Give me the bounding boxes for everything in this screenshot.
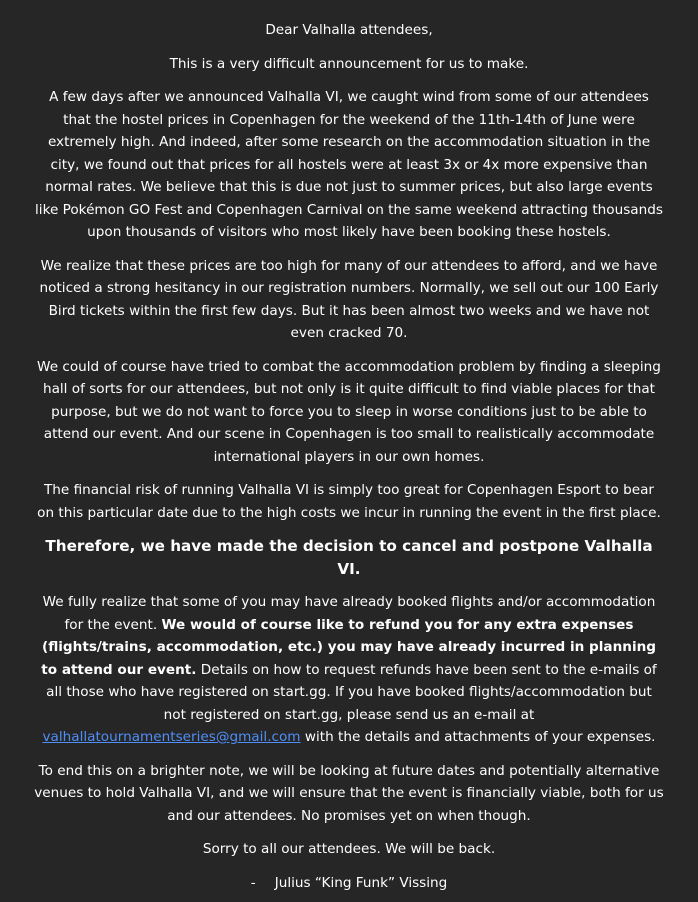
email-link[interactable]: valhallatournamentseries@gmail.com — [42, 729, 301, 745]
financial-risk-paragraph: The financial risk of running Valhalla VI is simply too great for Copenhagen Esport to bear on this particular date due to the high costs we incur in running the event in the first place. — [37, 482, 661, 521]
salutation: Dear Valhalla attendees, — [265, 22, 433, 38]
refund-paragraph — [34, 591, 664, 749]
refund-tail-text: with the details and attachments of your expenses. — [300, 729, 656, 745]
closing-line: Sorry to all our attendees. We will be back. — [202, 841, 496, 857]
intro-paragraph: This is a very difficult announcement for us to make. — [169, 55, 529, 72]
refund-details-text: Details on how to request refunds have been sent to the e-mails of all those who have registered on start.gg. If you have booked flights/accommodation but not registered on start.gg, please send us an e-mail at — [46, 661, 657, 723]
signature-name: Julius “King Funk” Vissing — [274, 874, 448, 891]
decision-heading: Therefore, we have made the decision to cancel and postpone Valhalla VI. — [45, 537, 653, 578]
registration-paragraph: We realize that these prices are too high for many of our attendees to afford, and we have noticed a strong hesitancy in our registration numbers. Normally, we sell out our 100 Early Bird tickets within the first few days. But it has been almost two weeks and we have not even cracked 70. — [39, 257, 659, 341]
signature-line — [34, 872, 664, 895]
signature-dash: - — [250, 874, 256, 891]
future-paragraph: To end this on a brighter note, we will be looking at future dates and potentially alternative venues to hold Valhalla VI, and we will ensure that the event is financially viable, both for us and our attendees. No promises yet on when though. — [34, 762, 664, 824]
sleeping-hall-paragraph: We could of course have tried to combat the accommodation problem by finding a sleeping hall of sorts for our attendees, but not only is it quite difficult to find viable places for that purpose, but we do not want to force you to sleep in worse conditions just to be able to attend our event. And our scene in Copenhagen is too small to realistically accommodate international players in our own homes. — [37, 358, 661, 465]
refund-bold-text: We would of course like to refund you for any extra expenses (flights/trains, accommodation, etc.) you may have already incurred in planning to attend our event. — [41, 616, 657, 678]
prices-paragraph: A few days after we announced Valhalla VI, we caught wind from some of our attendees that the hostel prices in Copenhagen for the weekend of the 11th-14th of June were extremely high. And indeed, after some research on the accommodation situation in the city, we found out that prices for all hostels were at least 3x or 4x more expensive than normal rates. We believe that this is due not just to summer prices, but also large events like Pokémon GO Fest and Copenhagen Carnival on the same weekend attracting thousands upon thousands of visitors who most likely have been booking these hostels. — [35, 89, 663, 240]
refund-lead-text: We fully realize that some of you may have already booked flights and/or accommodation for the event. — [42, 594, 656, 633]
